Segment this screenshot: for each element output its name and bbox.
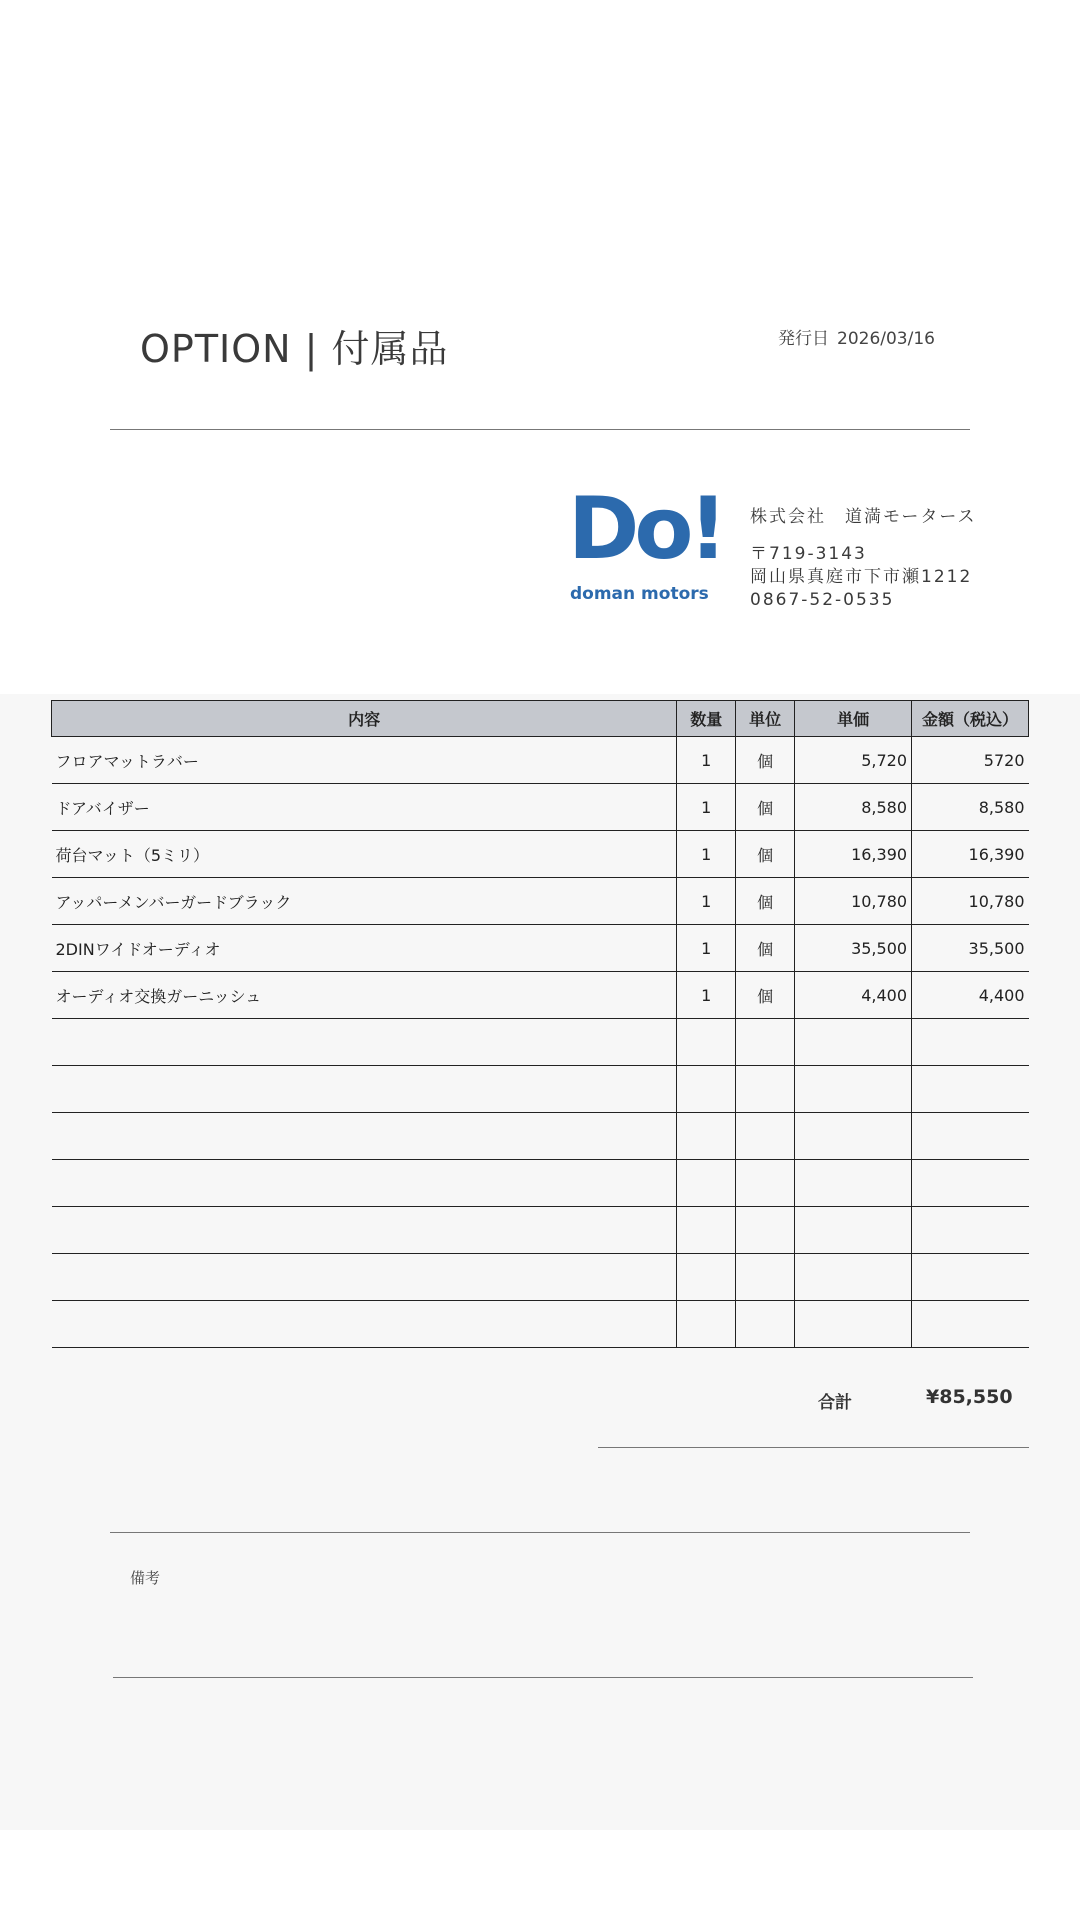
cell-quantity — [677, 1207, 736, 1254]
company-address: 岡山県真庭市下市瀬1212 — [750, 567, 973, 587]
cell-content: フロアマットラバー — [52, 737, 677, 784]
cell-unit — [736, 1301, 795, 1348]
cell-amount — [912, 1160, 1029, 1207]
cell-content: 荷台マット（5ミリ） — [52, 831, 677, 878]
cell-unit-price: 8,580 — [795, 784, 912, 831]
cell-content — [52, 1207, 677, 1254]
cell-unit: 個 — [736, 925, 795, 972]
cell-content — [52, 1254, 677, 1301]
company-logo — [568, 479, 723, 606]
cell-unit: 個 — [736, 737, 795, 784]
issue-date-value: 2026/03/16 — [837, 329, 935, 349]
cell-quantity — [677, 1066, 736, 1113]
cell-amount: 4,400 — [912, 972, 1029, 1019]
cell-unit — [736, 1019, 795, 1066]
table-row — [52, 1160, 1029, 1207]
header-amount: 金額（税込） — [912, 701, 1029, 737]
table-row — [52, 737, 1029, 784]
table-row — [52, 1207, 1029, 1254]
cell-amount — [912, 1207, 1029, 1254]
company-name: 株式会社 道満モータース — [750, 507, 977, 527]
cell-content — [52, 1301, 677, 1348]
cell-quantity — [677, 1301, 736, 1348]
cell-unit-price — [795, 1301, 912, 1348]
table-row — [52, 1019, 1029, 1066]
total-value: ¥85,550 — [926, 1386, 1013, 1408]
header-divider — [110, 429, 970, 430]
cell-amount: 16,390 — [912, 831, 1029, 878]
cell-unit-price: 5,720 — [795, 737, 912, 784]
cell-unit-price: 4,400 — [795, 972, 912, 1019]
table-row — [52, 878, 1029, 925]
cell-content: ドアバイザー — [52, 784, 677, 831]
cell-unit-price — [795, 1207, 912, 1254]
cell-quantity: 1 — [677, 972, 736, 1019]
remarks-top-divider — [110, 1532, 970, 1533]
cell-quantity — [677, 1254, 736, 1301]
table-row — [52, 1066, 1029, 1113]
cell-unit: 個 — [736, 831, 795, 878]
cell-quantity: 1 — [677, 831, 736, 878]
cell-quantity: 1 — [677, 784, 736, 831]
cell-unit — [736, 1160, 795, 1207]
cell-amount — [912, 1066, 1029, 1113]
cell-amount: 5720 — [912, 737, 1029, 784]
cell-amount — [912, 1301, 1029, 1348]
cell-unit: 個 — [736, 972, 795, 1019]
cell-content — [52, 1019, 677, 1066]
company-info — [750, 506, 976, 612]
table-row — [52, 831, 1029, 878]
cell-unit — [736, 1066, 795, 1113]
company-postal: 〒719-3143 — [750, 544, 867, 564]
cell-unit: 個 — [736, 784, 795, 831]
issue-date-label: 発行日 — [778, 329, 829, 349]
cell-amount: 8,580 — [912, 784, 1029, 831]
cell-unit-price — [795, 1066, 912, 1113]
table-row — [52, 1254, 1029, 1301]
table-header-row — [52, 701, 1029, 737]
header-quantity: 数量 — [677, 701, 736, 737]
cell-amount: 35,500 — [912, 925, 1029, 972]
cell-quantity — [677, 1113, 736, 1160]
cell-unit-price: 35,500 — [795, 925, 912, 972]
cell-unit — [736, 1254, 795, 1301]
cell-unit-price — [795, 1113, 912, 1160]
cell-content: オーディオ交換ガーニッシュ — [52, 972, 677, 1019]
cell-unit-price — [795, 1254, 912, 1301]
table-row — [52, 1113, 1029, 1160]
cell-amount — [912, 1019, 1029, 1066]
cell-unit-price — [795, 1160, 912, 1207]
cell-content — [52, 1113, 677, 1160]
cell-unit-price: 16,390 — [795, 831, 912, 878]
logo-subtitle: doman motors — [570, 584, 709, 604]
table-row — [52, 972, 1029, 1019]
cell-unit-price — [795, 1019, 912, 1066]
cell-content — [52, 1160, 677, 1207]
table-row — [52, 1301, 1029, 1348]
table-row — [52, 784, 1029, 831]
cell-unit: 個 — [736, 878, 795, 925]
remarks-label: 備考 — [130, 1569, 161, 1587]
table-row — [52, 925, 1029, 972]
items-table — [51, 700, 1029, 1348]
cell-quantity — [677, 1160, 736, 1207]
total-underline — [598, 1447, 1029, 1448]
cell-quantity: 1 — [677, 878, 736, 925]
cell-quantity: 1 — [677, 925, 736, 972]
remarks-bottom-divider — [113, 1677, 973, 1678]
cell-amount — [912, 1113, 1029, 1160]
cell-unit — [736, 1113, 795, 1160]
issue-date — [778, 324, 935, 349]
header-content: 内容 — [52, 701, 677, 737]
header-unit: 単位 — [736, 701, 795, 737]
cell-unit-price: 10,780 — [795, 878, 912, 925]
company-phone: 0867-52-0535 — [750, 590, 895, 610]
page-title: OPTION | 付属品 — [140, 327, 449, 371]
logo-mark: Do! — [568, 479, 723, 579]
cell-content: アッパーメンバーガードブラック — [52, 878, 677, 925]
cell-amount — [912, 1254, 1029, 1301]
header-unit-price: 単価 — [795, 701, 912, 737]
total-label: 合計 — [818, 1393, 852, 1413]
cell-quantity — [677, 1019, 736, 1066]
cell-quantity: 1 — [677, 737, 736, 784]
cell-unit — [736, 1207, 795, 1254]
cell-amount: 10,780 — [912, 878, 1029, 925]
cell-content — [52, 1066, 677, 1113]
cell-content: 2DINワイドオーディオ — [52, 925, 677, 972]
